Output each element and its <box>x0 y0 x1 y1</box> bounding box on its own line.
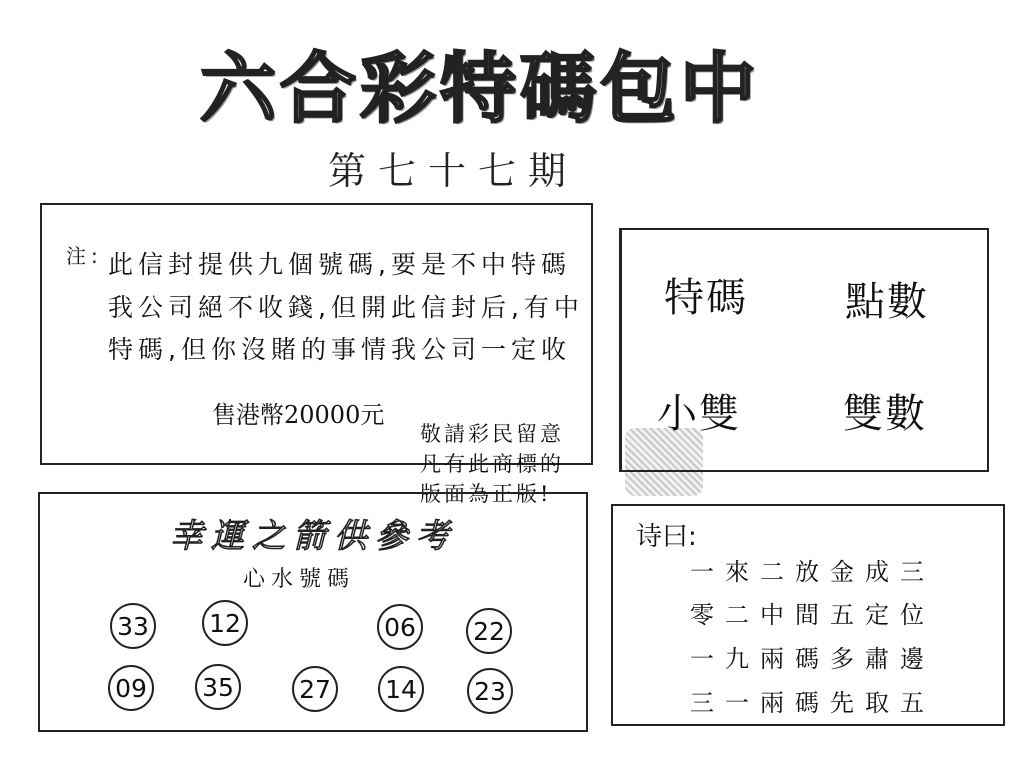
number-ball: 35 <box>195 664 241 710</box>
number-ball: 27 <box>292 666 338 712</box>
dianshu-label: 點數 <box>845 279 929 325</box>
lucky-subtitle: 心水號碼 <box>243 567 356 592</box>
notice-line: 敬請彩民留意 <box>420 422 564 446</box>
note-line: 我公司絕不收錢,但開此信封后,有中 <box>108 293 584 322</box>
notice-line: 凡有此商標的 <box>420 452 564 476</box>
shuangshu-label: 雙數 <box>843 391 927 437</box>
page-title: 六合彩特碼包中 <box>200 44 760 133</box>
price-text: 售港幣20000元 <box>212 401 385 429</box>
notice-line: 版面為正版! <box>420 482 552 506</box>
poem-line: 三一兩碼先取五 <box>690 689 935 717</box>
note-line: 特碼,但你沒賭的事情我公司一定收 <box>108 335 571 364</box>
note-line: 此信封提供九個號碼,要是不中特碼 <box>108 250 571 279</box>
xiaoshuang-label: 小雙 <box>657 391 741 437</box>
poem-line: 一九兩碼多肅邊 <box>690 645 935 673</box>
poem-line: 一來二放金成三 <box>690 558 935 586</box>
number-ball: 33 <box>110 603 156 649</box>
tema-label: 特碼 <box>664 275 748 321</box>
number-ball: 06 <box>377 604 423 650</box>
lucky-title: 幸運之箭供參考 <box>170 516 457 555</box>
poem-line: 零二中間五定位 <box>690 601 935 629</box>
number-ball: 09 <box>108 665 154 711</box>
number-ball: 22 <box>466 608 512 654</box>
number-ball: 14 <box>378 666 424 712</box>
poem-heading: 诗曰: <box>636 522 697 552</box>
note-prefix: 注: <box>66 244 103 268</box>
number-ball: 23 <box>467 668 513 714</box>
issue-number: 第七十七期 <box>328 149 579 193</box>
number-ball: 12 <box>202 600 248 646</box>
